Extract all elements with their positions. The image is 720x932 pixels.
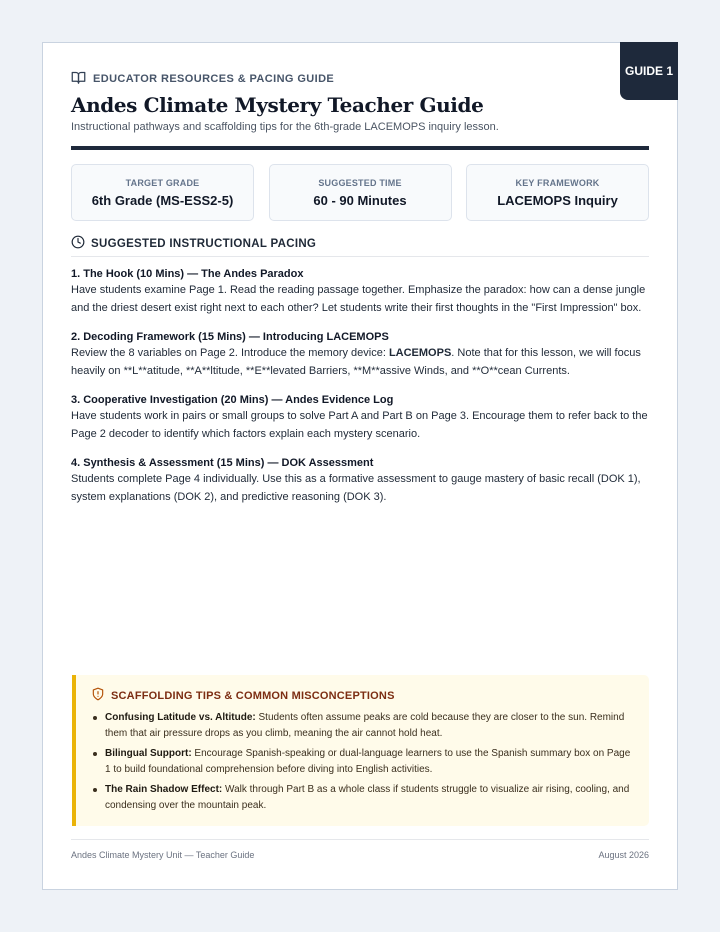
eyebrow (71, 71, 649, 87)
eyebrow-text: EDUCATOR RESOURCES & PACING GUIDE (93, 73, 335, 85)
stat-label: KEY FRAMEWORK (515, 178, 600, 188)
stat-target-grade (71, 164, 254, 221)
step-body-emphasis: LACEMOPS (388, 347, 452, 359)
guide-tab: GUIDE 1 (620, 42, 678, 100)
tip-label: Bilingual Support: (105, 748, 192, 759)
shield-alert-icon (91, 687, 105, 704)
tip-item (91, 710, 633, 741)
page-title: Andes Climate Mystery Teacher Guide (71, 93, 484, 117)
tip-item (91, 782, 633, 813)
open-book-icon (71, 70, 86, 88)
step-body: Students complete Page 4 individually. Use this as a formative assessment to gauge mastery of basic recall (DOK 1), system explanations (DOK 2), and predictive reasoning (DOK 3). (71, 473, 641, 503)
pacing-step (71, 455, 649, 506)
pacing-step (71, 392, 649, 443)
page-footer (71, 839, 649, 860)
tip-item (91, 746, 633, 777)
tips-heading (91, 687, 633, 704)
step-title: 4. Synthesis & Assessment (15 Mins) — DOK Assessment (71, 457, 374, 469)
step-body-post: . Note that for this lesson, we will focus heavily on **L**atitude, **A**ltitude, **E**levated Barriers, **M**assive Winds, and **O**cean Currents. (71, 347, 641, 377)
footer-date: August 2026 (598, 850, 649, 860)
scaffolding-tips-box (72, 675, 649, 826)
tip-text: Students often assume peaks are cold because they are closer to the sun. Remind them that air pressure drops as you climb, meaning the air cannot hold heat. (105, 712, 625, 739)
stat-value: 60 - 90 Minutes (313, 193, 407, 208)
step-title: 2. Decoding Framework (15 Mins) — Introducing LACEMOPS (71, 331, 389, 343)
tip-label: The Rain Shadow Effect: (105, 784, 223, 795)
tip-text: Walk through Part B as a whole class if students struggle to visualize air rising, cooling, and condensing over the mountain peak. (105, 784, 630, 811)
step-title: 1. The Hook (10 Mins) — The Andes Paradox (71, 268, 304, 280)
pacing-step (71, 329, 649, 380)
stats-row (71, 164, 649, 221)
stat-key-framework (466, 164, 649, 221)
guide-page (42, 42, 678, 890)
step-body-pre: Review the 8 variables on Page 2. Introduce the memory device: (71, 347, 389, 359)
step-body: Have students examine Page 1. Read the reading passage together. Emphasize the paradox: how can a dense jungle and the driest desert exist right next to each other? Let students write their first thoughts in the "First Impression" box. (71, 284, 646, 314)
stat-label: TARGET GRADE (125, 178, 200, 188)
stat-value: 6th Grade (MS-ESS2-5) (91, 193, 234, 208)
page-content (71, 71, 649, 518)
tips-list (91, 710, 633, 813)
pacing-step (71, 266, 649, 317)
step-body (71, 345, 649, 380)
tip-text: Encourage Spanish-speaking or dual-language learners to use the Spanish summary box on Page 1 to build foundational comprehension before diving into English activities. (105, 748, 631, 775)
stat-label: SUGGESTED TIME (318, 178, 402, 188)
clock-icon (71, 235, 85, 252)
stat-suggested-time (269, 164, 452, 221)
footer-unit-title: Andes Climate Mystery Unit — Teacher Guide (71, 850, 255, 860)
pacing-heading (71, 235, 649, 257)
page-subtitle: Instructional pathways and scaffolding tips for the 6th-grade LACEMOPS inquiry lesson. (71, 121, 499, 133)
tips-heading-text: SCAFFOLDING TIPS & COMMON MISCONCEPTIONS (111, 689, 395, 702)
step-title: 3. Cooperative Investigation (20 Mins) — Andes Evidence Log (71, 394, 394, 406)
tip-label: Confusing Latitude vs. Altitude: (105, 712, 256, 723)
title-divider (71, 146, 649, 150)
pacing-heading-text: SUGGESTED INSTRUCTIONAL PACING (91, 237, 317, 250)
step-body: Have students work in pairs or small groups to solve Part A and Part B on Page 3. Encourage them to refer back to the Page 2 decoder to identify which factors explain each mystery scenario. (71, 410, 648, 440)
stat-value: LACEMOPS Inquiry (497, 193, 618, 208)
pacing-steps (71, 266, 649, 506)
